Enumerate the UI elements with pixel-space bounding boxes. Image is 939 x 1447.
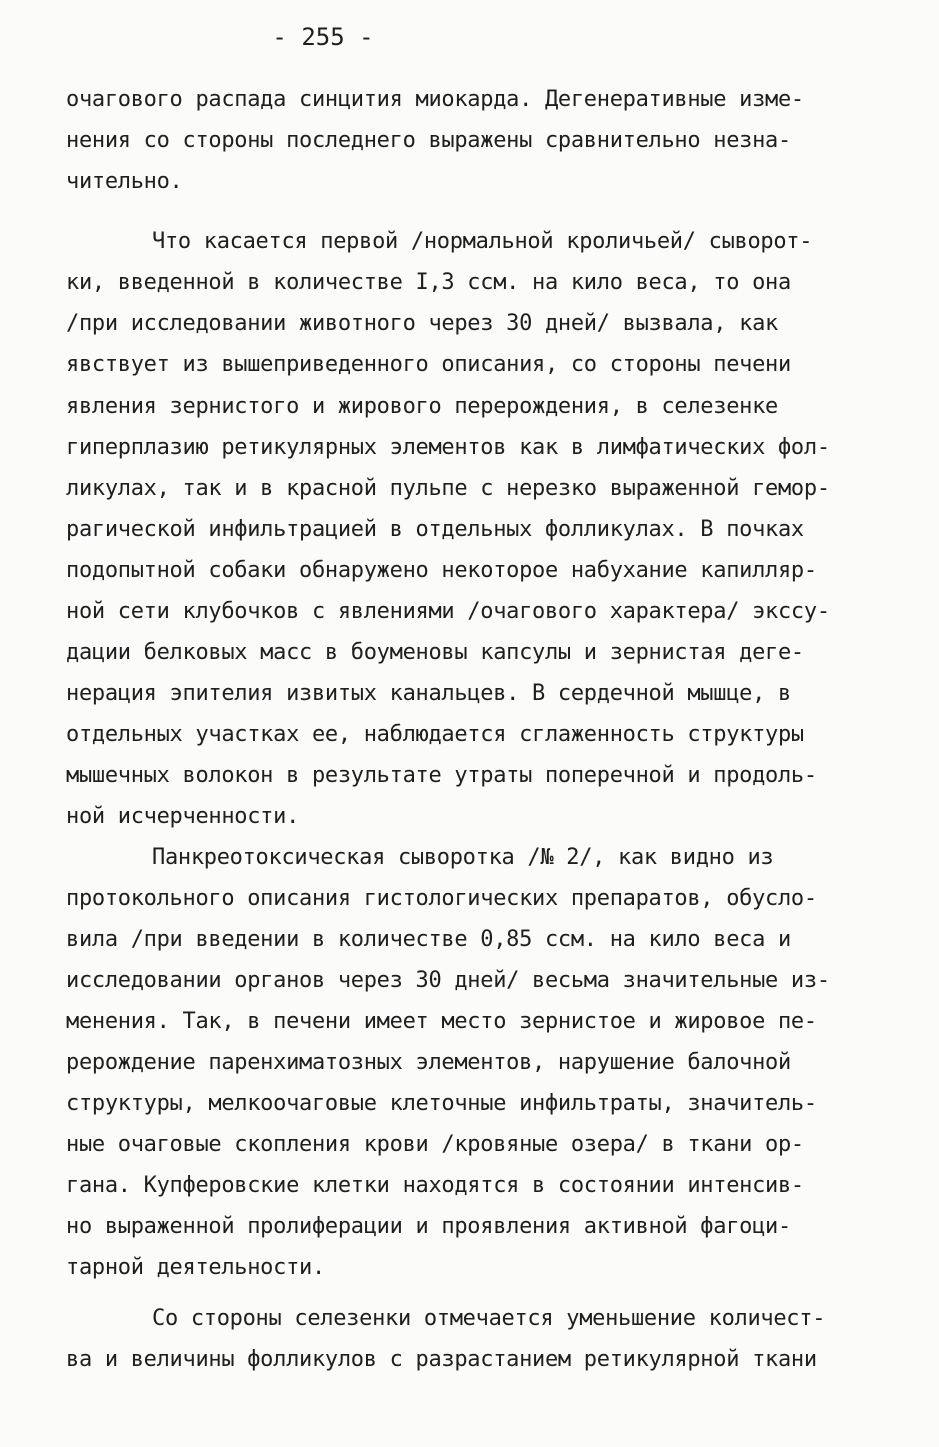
page-number: - 255 - [272,23,374,51]
paragraph-start-line: Что касается первой /нормальной кроличьей/ сыворот- [152,229,813,254]
text-line: структуры, мелкоочаговые клеточные инфильтраты, значитель- [66,1091,817,1116]
text-line: ва и величины фолликулов с разрастанием ретикулярной ткани [66,1347,817,1372]
text-line: рагической инфильтрацией в отдельных фолликулах. В почках [66,517,804,542]
text-line: нерация эпителия извитых канальцев. В сердечной мышце, в [66,681,791,706]
text-line: рерождение паренхиматозных элементов, нарушение балочной [66,1050,791,1075]
text-line: ной исчерченности. [66,804,300,829]
text-line: ной сети клубочков с явлениями /очагового характера/ экссу- [66,599,830,624]
text-line: отдельных участках ее, наблюдается сглаженность структуры [66,722,804,747]
text-line: ликулах, так и в красной пульпе с нерезко выраженной гемор- [66,476,830,501]
text-line: вила /при введении в количестве 0,85 ссм. на кило веса и [66,927,791,952]
text-line: подопытной собаки обнаружено некоторое набухание капилляр- [66,558,817,583]
text-line: чительно. [66,169,183,194]
text-line: дации белковых масс в боуменовы капсулы и зернистая деге- [66,640,804,665]
text-line: тарной деятельности. [66,1255,325,1280]
text-line: явствует из вышеприведенного описания, со стороны печени [66,352,791,377]
paragraph-start-line: Панкреотоксическая сыворотка /№ 2/, как видно из [152,845,774,870]
text-line: /при исследовании животного через 30 дней/ вызвала, как [66,311,778,336]
paragraph-start-line: Со стороны селезенки отмечается уменьшение количест- [152,1306,826,1331]
text-line: менения. Так, в печени имеет место зернистое и жировое пе- [66,1009,817,1034]
text-line: исследовании органов через 30 дней/ весьма значительные из- [66,968,830,993]
text-line: гиперплазию ретикулярных элементов как в лимфатических фол- [66,435,830,460]
text-line: протокольного описания гистологических препаратов, обусло- [66,886,817,911]
text-line: нения со стороны последнего выражены сравнительно незна- [66,128,791,153]
text-line: ки, введенной в количестве I,3 ссм. на кило веса, то она [66,270,791,295]
text-line: гана. Купферовские клетки находятся в состоянии интенсив- [66,1173,804,1198]
text-line: мышечных волокон в результате утраты поперечной и продоль- [66,763,817,788]
text-line: но выраженной пролиферации и проявления активной фагоци- [66,1214,791,1239]
text-line: ные очаговые скопления крови /кровяные озера/ в ткани ор- [66,1132,804,1157]
text-line: очагового распада синцития миокарда. Дегенеративные изме- [66,87,804,112]
text-line: явления зернистого и жирового перерождения, в селезенке [66,394,778,419]
